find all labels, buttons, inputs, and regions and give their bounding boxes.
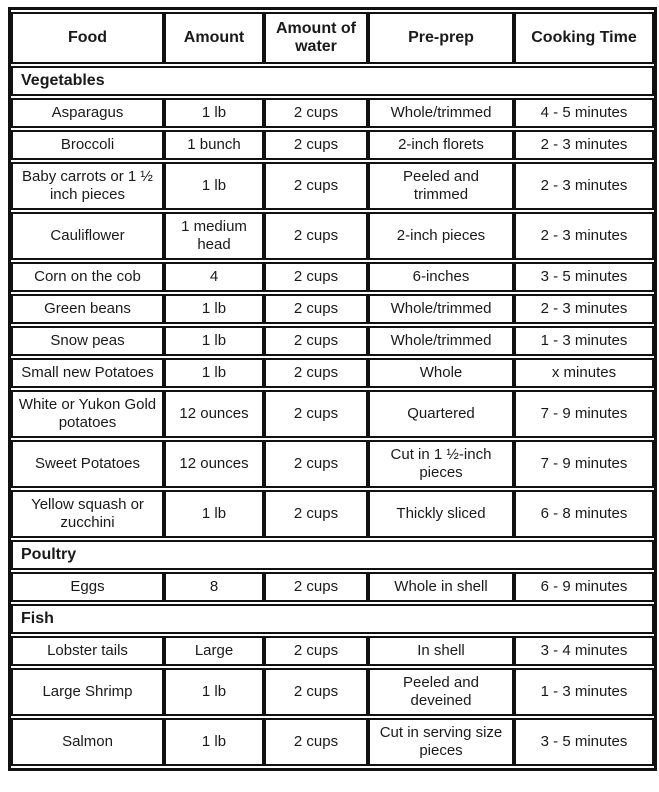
cell-amount: 1 lb bbox=[164, 294, 264, 324]
cell-pre-prep: Whole/trimmed bbox=[368, 294, 514, 324]
cell-water: 2 cups bbox=[264, 130, 368, 160]
cell-amount: 1 lb bbox=[164, 358, 264, 388]
cell-water: 2 cups bbox=[264, 490, 368, 538]
cell-food: Broccoli bbox=[11, 130, 164, 160]
section-label: Poultry bbox=[11, 540, 654, 570]
cell-amount: 1 medium head bbox=[164, 212, 264, 260]
cell-pre-prep: Whole bbox=[368, 358, 514, 388]
cell-water: 2 cups bbox=[264, 162, 368, 210]
cell-water: 2 cups bbox=[264, 668, 368, 716]
cell-cooking-time: 6 - 9 minutes bbox=[514, 572, 654, 602]
cell-cooking-time: 7 - 9 minutes bbox=[514, 390, 654, 438]
cell-water: 2 cups bbox=[264, 440, 368, 488]
cell-pre-prep: Cut in 1 ½-inch pieces bbox=[368, 440, 514, 488]
table-row bbox=[11, 162, 654, 210]
cell-food: Small new Potatoes bbox=[11, 358, 164, 388]
cell-pre-prep: In shell bbox=[368, 636, 514, 666]
cell-cooking-time: 2 - 3 minutes bbox=[514, 294, 654, 324]
table-row bbox=[11, 490, 654, 538]
cell-amount: 1 lb bbox=[164, 668, 264, 716]
cell-pre-prep: 2-inch pieces bbox=[368, 212, 514, 260]
cell-water: 2 cups bbox=[264, 358, 368, 388]
cell-cooking-time: 2 - 3 minutes bbox=[514, 130, 654, 160]
cell-pre-prep: Peeled and deveined bbox=[368, 668, 514, 716]
table-row bbox=[11, 718, 654, 766]
cell-amount: 12 ounces bbox=[164, 440, 264, 488]
cell-amount: 12 ounces bbox=[164, 390, 264, 438]
table-row bbox=[11, 572, 654, 602]
table-row bbox=[11, 262, 654, 292]
cell-pre-prep: Quartered bbox=[368, 390, 514, 438]
cell-food: Corn on the cob bbox=[11, 262, 164, 292]
cell-cooking-time: 1 - 3 minutes bbox=[514, 326, 654, 356]
cell-cooking-time: x minutes bbox=[514, 358, 654, 388]
cell-amount: 1 lb bbox=[164, 326, 264, 356]
cell-amount: 1 lb bbox=[164, 718, 264, 766]
cell-water: 2 cups bbox=[264, 262, 368, 292]
cell-cooking-time: 4 - 5 minutes bbox=[514, 98, 654, 128]
table-row bbox=[11, 358, 654, 388]
cell-pre-prep: Thickly sliced bbox=[368, 490, 514, 538]
cell-pre-prep: Peeled and trimmed bbox=[368, 162, 514, 210]
cell-amount: 8 bbox=[164, 572, 264, 602]
cell-amount: 1 lb bbox=[164, 162, 264, 210]
section-label: Fish bbox=[11, 604, 654, 634]
cell-food: Cauliflower bbox=[11, 212, 164, 260]
cell-cooking-time: 6 - 8 minutes bbox=[514, 490, 654, 538]
table-row bbox=[11, 212, 654, 260]
cell-cooking-time: 2 - 3 minutes bbox=[514, 212, 654, 260]
table-row bbox=[11, 326, 654, 356]
cell-food: Asparagus bbox=[11, 98, 164, 128]
cell-food: Large Shrimp bbox=[11, 668, 164, 716]
column-header-amount: Amount bbox=[164, 12, 264, 64]
column-header-amount-of-water: Amount of water bbox=[264, 12, 368, 64]
cell-food: White or Yukon Gold potatoes bbox=[11, 390, 164, 438]
section-row-vegetables bbox=[11, 66, 654, 96]
column-header-food: Food bbox=[11, 12, 164, 64]
table-row bbox=[11, 636, 654, 666]
cell-food: Lobster tails bbox=[11, 636, 164, 666]
cell-amount: 1 bunch bbox=[164, 130, 264, 160]
cell-cooking-time: 2 - 3 minutes bbox=[514, 162, 654, 210]
cell-food: Baby carrots or 1 ½ inch pieces bbox=[11, 162, 164, 210]
cooking-time-table bbox=[8, 7, 657, 771]
cell-water: 2 cups bbox=[264, 294, 368, 324]
cell-amount: 1 lb bbox=[164, 490, 264, 538]
cell-amount: 1 lb bbox=[164, 98, 264, 128]
cell-food: Snow peas bbox=[11, 326, 164, 356]
table-row bbox=[11, 390, 654, 438]
cell-water: 2 cups bbox=[264, 326, 368, 356]
section-row-fish bbox=[11, 604, 654, 634]
cell-food: Eggs bbox=[11, 572, 164, 602]
cell-water: 2 cups bbox=[264, 98, 368, 128]
table-header-row bbox=[11, 12, 654, 64]
cell-food: Yellow squash or zucchini bbox=[11, 490, 164, 538]
column-header-pre-prep: Pre-prep bbox=[368, 12, 514, 64]
table-row bbox=[11, 294, 654, 324]
column-header-cooking-time: Cooking Time bbox=[514, 12, 654, 64]
table-row bbox=[11, 668, 654, 716]
table-body bbox=[11, 66, 654, 766]
cell-pre-prep: Whole/trimmed bbox=[368, 98, 514, 128]
cell-cooking-time: 3 - 5 minutes bbox=[514, 718, 654, 766]
cell-amount: 4 bbox=[164, 262, 264, 292]
cell-pre-prep: Whole in shell bbox=[368, 572, 514, 602]
cell-water: 2 cups bbox=[264, 572, 368, 602]
cell-amount: Large bbox=[164, 636, 264, 666]
cell-food: Salmon bbox=[11, 718, 164, 766]
cell-food: Sweet Potatoes bbox=[11, 440, 164, 488]
cell-food: Green beans bbox=[11, 294, 164, 324]
cell-cooking-time: 3 - 4 minutes bbox=[514, 636, 654, 666]
cell-pre-prep: 2-inch florets bbox=[368, 130, 514, 160]
section-row-poultry bbox=[11, 540, 654, 570]
cell-water: 2 cups bbox=[264, 636, 368, 666]
cell-cooking-time: 3 - 5 minutes bbox=[514, 262, 654, 292]
table-row bbox=[11, 98, 654, 128]
cell-water: 2 cups bbox=[264, 390, 368, 438]
cell-water: 2 cups bbox=[264, 718, 368, 766]
cell-pre-prep: 6-inches bbox=[368, 262, 514, 292]
cell-water: 2 cups bbox=[264, 212, 368, 260]
cell-pre-prep: Cut in serving size pieces bbox=[368, 718, 514, 766]
cell-cooking-time: 1 - 3 minutes bbox=[514, 668, 654, 716]
cell-cooking-time: 7 - 9 minutes bbox=[514, 440, 654, 488]
table-row bbox=[11, 440, 654, 488]
cell-pre-prep: Whole/trimmed bbox=[368, 326, 514, 356]
table-row bbox=[11, 130, 654, 160]
section-label: Vegetables bbox=[11, 66, 654, 96]
